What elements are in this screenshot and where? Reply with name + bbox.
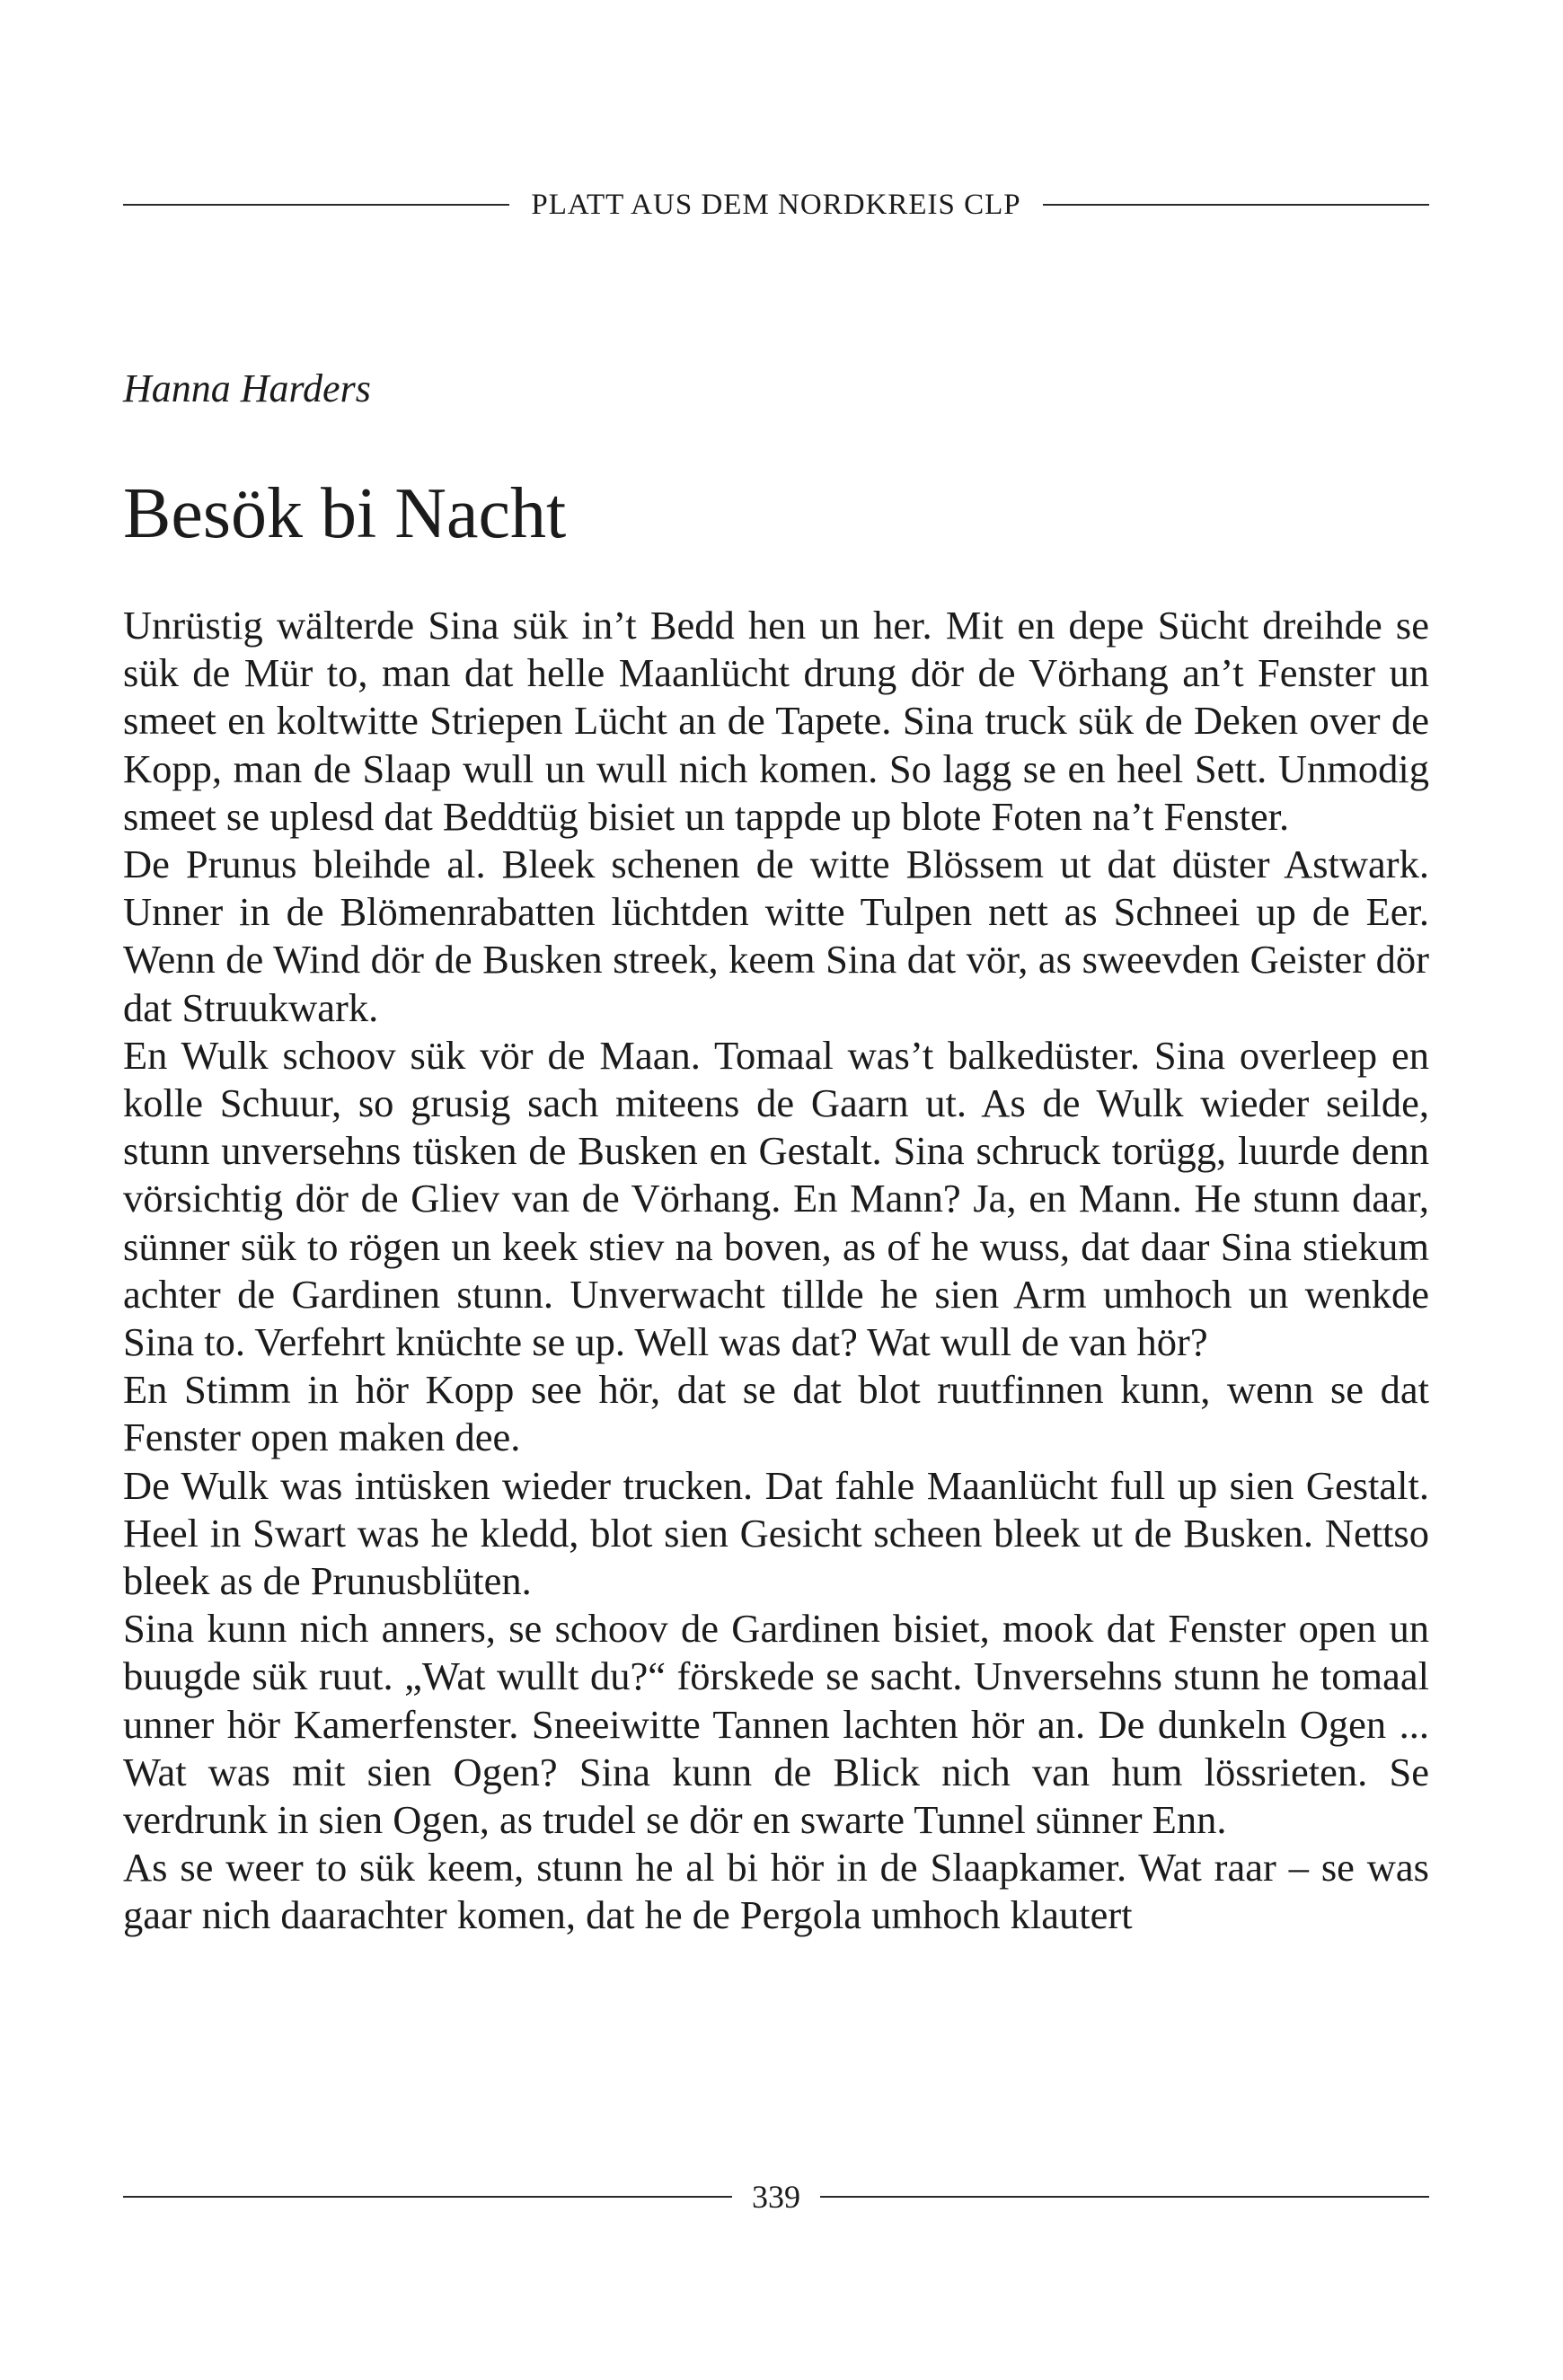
paragraph: As se weer to sük keem, stunn he al bi hör in de Slaapkamer. Wat raar – se was gaar nich daarachter komen, dat he de Pergola umhoch klautert bbox=[123, 1845, 1429, 1938]
article-title: Besök bi Nacht bbox=[123, 474, 567, 553]
header-rule-right bbox=[1043, 204, 1429, 206]
footer-rule-left bbox=[123, 2196, 732, 2198]
paragraph: Unrüstig wälterde Sina sük in’t Bedd hen un her. Mit en depe Sücht dreihde se sük de Mür to, man dat helle Maanlücht drung dör de Vörhang an’t Fenster un smeet en koltwitte Striepen Lücht an de Tapete. Sina truck sük de Deken over de Kopp, man de Slaap wull un wull nich komen. So lagg se en heel Sett. Unmodig smeet se uplesd dat Beddtüg bisiet un tappde up blote Foten na’t Fenster. bbox=[123, 603, 1429, 839]
footer-rule-right bbox=[820, 2196, 1429, 2198]
running-title: PLATT AUS DEM NORDKREIS CLP bbox=[531, 188, 1021, 221]
article-body bbox=[123, 602, 1429, 1940]
running-header bbox=[123, 178, 1429, 232]
author-name: Hanna Harders bbox=[123, 366, 371, 410]
paragraph: En Stimm in hör Kopp see hör, dat se dat blot ruutfinnen kunn, wenn se dat Fenster open maken dee. bbox=[123, 1367, 1429, 1460]
paragraph: En Wulk schoov sük vör de Maan. Tomaal was’t balkedüster. Sina overleep en kolle Schuur, so grusig sach miteens de Gaarn ut. As de Wulk wieder seilde, stunn unversehns tüsken de Busken en Gestalt. Sina schruck torügg, luurde denn vörsichtig dör de Gliev van de Vörhang. En Mann? Ja, en Mann. He stunn daar, sünner sük to rögen un keek stiev na boven, as of he wuss, dat daar Sina stiekum achter de Gardinen stunn. Unverwacht tillde he sien Arm umhoch un wenkde Sina to. Verfehrt knüchte se up. Well was dat? Wat wull de van hör? bbox=[123, 1032, 1429, 1365]
page-footer bbox=[123, 2170, 1429, 2224]
paragraph: De Prunus bleihde al. Bleek schenen de witte Blössem ut dat düster Astwark. Unner in de Blömenrabatten lüchtden witte Tulpen nett as Schneei up de Eer. Wenn de Wind dör de Busken streek, keem Sina dat vör, as sweevden Geister dör dat Struukwark. bbox=[123, 842, 1429, 1030]
paragraph: Sina kunn nich anners, se schoov de Gardinen bisiet, mook dat Fenster open un buugde sük ruut. „Wat wullt du?“ förskede se sacht. Unversehns stunn he tomaal unner hör Kamerfenster. Sneeiwitte Tannen lachten hör an. De dunkeln Ogen ... Wat was mit sien Ogen? Sina kunn de Blick nich van hum lössrieten. Se verdrunk in sien Ogen, as trudel se dör en swarte Tunnel sünner Enn. bbox=[123, 1606, 1429, 1843]
header-rule-left bbox=[123, 204, 509, 206]
paragraph: De Wulk was intüsken wieder trucken. Dat fahle Maanlücht full up sien Gestalt. Heel in Swart was he kledd, blot sien Gesicht scheen bleek ut de Busken. Nettso bleek as de Prunusblüten. bbox=[123, 1462, 1429, 1604]
page-number: 339 bbox=[752, 2179, 800, 2215]
